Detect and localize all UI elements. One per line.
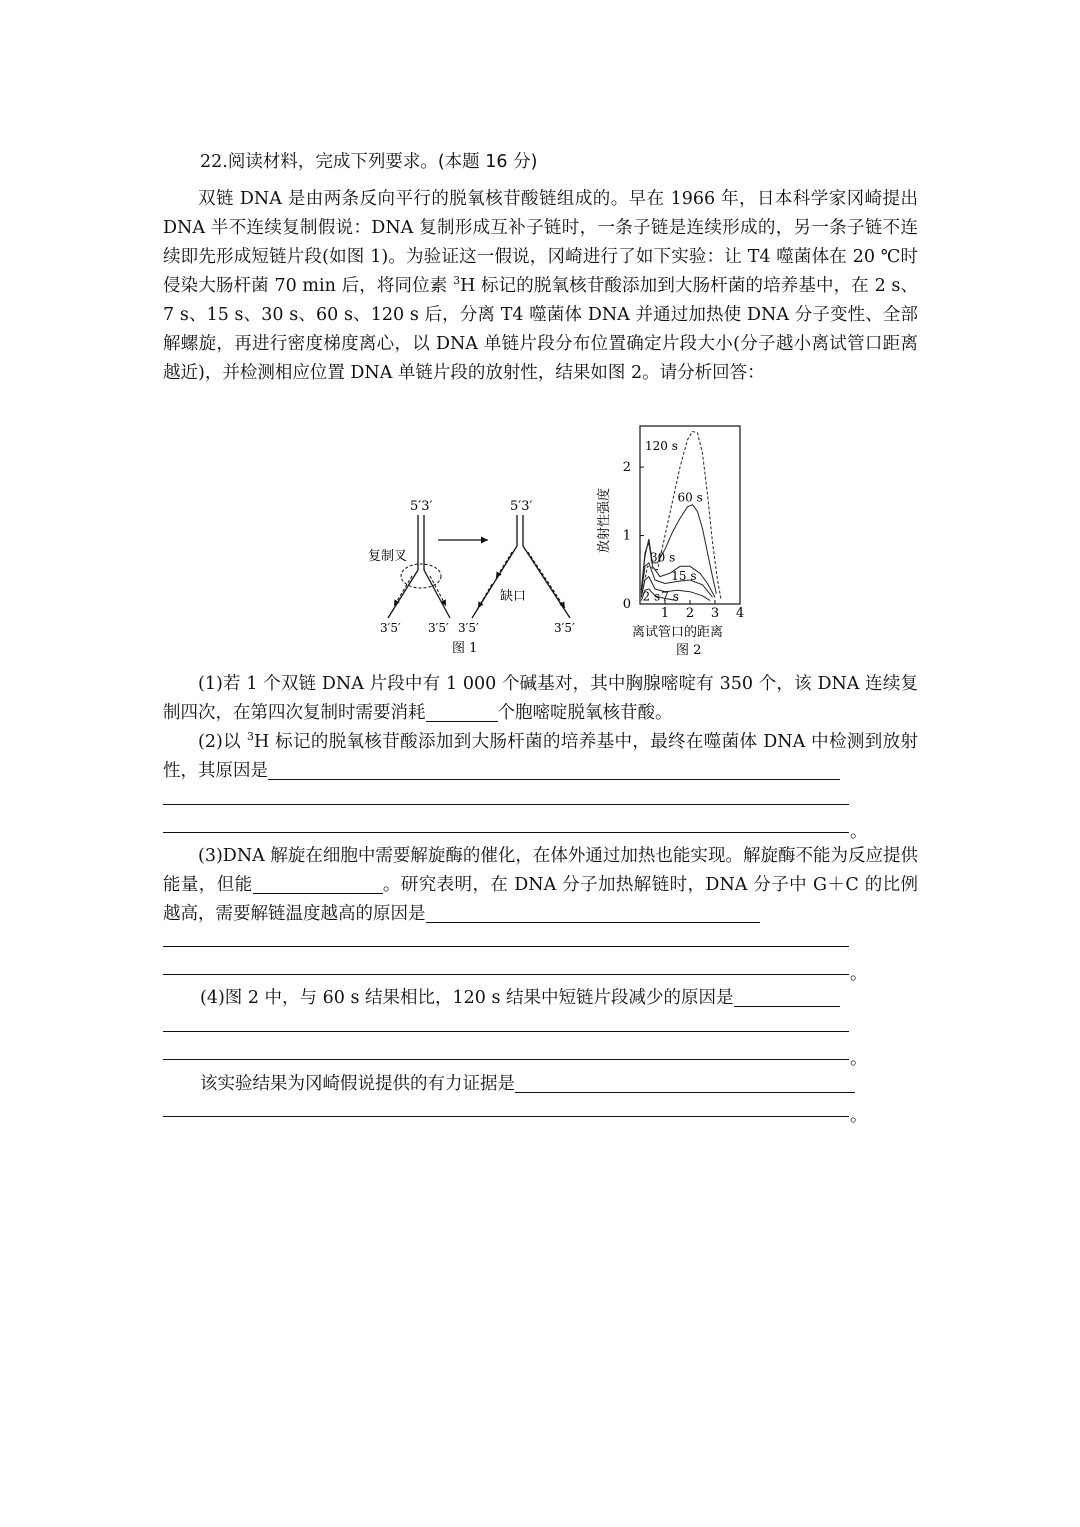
q2-text-b: H 标记的脱氧核苷酸添加到大肠杆菌的培养基中，最终在噬菌体 DNA 中检测到放射性，其原因是 [163, 732, 918, 781]
q4-line [200, 984, 955, 1013]
q4-answer-line-2[interactable] [163, 1031, 849, 1032]
fig2-label-60s: 60 s [677, 490, 703, 505]
q4-answer-line-3[interactable] [163, 1059, 849, 1060]
q2-superscript: 3 [246, 730, 254, 743]
replication-fork-circle [401, 564, 441, 588]
q3-answer-line-3[interactable] [163, 946, 849, 947]
question-title-text: 22.阅读材料，完成下列要求。 [200, 152, 438, 172]
intro-paragraph [163, 185, 918, 388]
q1-text-a: (1)若 1 个双链 DNA 片段中有 1 000 个碱基对，其中胸腺嘧啶有 350 个，该 DNA 连续复制四次，在第四次复制时需要消耗 [163, 674, 918, 723]
q4-answer-blank-4[interactable] [515, 1074, 855, 1093]
fig1-right-top-label: 5′3′ [510, 499, 533, 514]
fig1-caption: 图 1 [452, 641, 478, 656]
q3-text-a: (3)DNA 解旋在细胞中需要解旋酶的催化，在体外通过加热也能实现。解旋酶不能为反应提供能量，但能 [163, 846, 918, 895]
score-label: (本题 16 分) [437, 152, 538, 172]
fig1-gap-label: 缺口 [500, 589, 527, 604]
intro-text-b: H 标记的脱氧核苷酸添加到大肠杆菌的培养基中，在 2 s、7 s、15 s、30 s、60 s、120 s 后，分离 T4 噬菌体 DNA 并通过加热使 DNA 分子变性、全部解螺旋，再进行密度梯度离心，以 DNA 单链片段分布位置确定片段大小(分子越小离试管口距离越近)，并检测相应位置 DNA 单链片段的放射性，结果如图 2。请分析回答： [163, 276, 919, 383]
fig2-x-tick-label: 4 [735, 606, 745, 621]
figure-1-diagram [360, 490, 600, 660]
fig2-x-tick-label: 1 [660, 606, 670, 621]
fig2-curve-labels [643, 439, 703, 604]
fig1-left-top-label: 5′3′ [410, 499, 433, 514]
fig2-label-30s: 30 s [650, 550, 676, 565]
fig2-y-tick-label: 2 [622, 460, 631, 476]
fig1-bottom-left-a: 3′5′ [380, 621, 401, 635]
fig2-xlabel: 离试管口的距离 [632, 625, 724, 640]
fig2-x-tick-label: 2 [685, 606, 695, 621]
fig2-ylabel: 放射性强度 [597, 487, 612, 553]
intro-text-a: 双链 DNA 是由两条反向平行的脱氧核苷酸链组成的。早在 1966 年，日本科学家冈崎提出 DNA 半不连续复制假说：DNA 复制形成互补子链时，一条子链是连续形成的，另一条子链不连续即先形成短链片段(如图 1)。为验证这一假说，冈崎进行了如下实验：让 T4 噬菌体在 20 ℃时侵染大肠杆菌 70 min 后，将同位素 [163, 189, 918, 296]
q4-answer-line-5[interactable] [163, 1116, 849, 1117]
q2-end-period: 。 [850, 822, 868, 842]
q1-text-b: 个胞嘧啶脱氧核苷酸。 [497, 703, 673, 723]
fig2-caption: 图 2 [676, 643, 702, 658]
fig2-label-2s: 2 s [642, 589, 661, 604]
q2-answer-blank-1[interactable] [268, 761, 840, 780]
fig2-label-120s: 120 s [645, 438, 678, 453]
fig1-bottom-right-b: 3′5′ [554, 621, 575, 635]
fig1-fork-label: 复制叉 [368, 549, 408, 564]
q3-paragraph [163, 842, 918, 929]
fig2-y-tick-label: 1 [622, 528, 631, 544]
q1-answer-blank[interactable] [426, 703, 498, 722]
q4-answer-blank-1[interactable] [734, 988, 840, 1007]
q2-answer-line-3[interactable] [163, 832, 849, 833]
q3-answer-line-4[interactable] [163, 974, 849, 975]
q2-paragraph [163, 728, 918, 786]
fig1-bottom-right-a: 3′5′ [458, 621, 479, 635]
q4-evidence-text: 该实验结果为冈崎假说提供的有力证据是 [200, 1074, 515, 1094]
fig2-label-7s: 7 s [661, 589, 679, 604]
q4-text: (4)图 2 中，与 60 s 结果相比，120 s 结果中短链片段减少的原因是 [200, 988, 734, 1008]
fig1-bottom-left-b: 3′5′ [428, 621, 449, 635]
q3-end-period: 。 [850, 964, 868, 984]
fig2-y-tick-label: 0 [622, 597, 631, 612]
figure-2-chart [590, 418, 770, 662]
fig2-axes [623, 426, 744, 621]
q3-answer-blank-2[interactable] [426, 904, 760, 923]
fig2-label-15s: 15 s [671, 569, 697, 584]
question-title [200, 148, 537, 173]
q4-final-period: 。 [850, 1106, 868, 1126]
q2-text-a: (2)以 [198, 732, 247, 752]
q1-paragraph [163, 670, 918, 728]
q4-end-period: 。 [850, 1049, 868, 1069]
intro-superscript: 3 [453, 274, 461, 287]
q3-text-b: 。研究表明，在 DNA 分子加热解链时，DNA 分子中 G＋C 的比例越高，需要解链温度越高的原因是 [163, 875, 918, 924]
fig2-x-tick-label: 3 [710, 606, 720, 621]
q3-answer-blank-1[interactable] [253, 875, 383, 894]
q2-answer-line-2[interactable] [163, 804, 849, 805]
q4-evidence-line [200, 1070, 955, 1099]
